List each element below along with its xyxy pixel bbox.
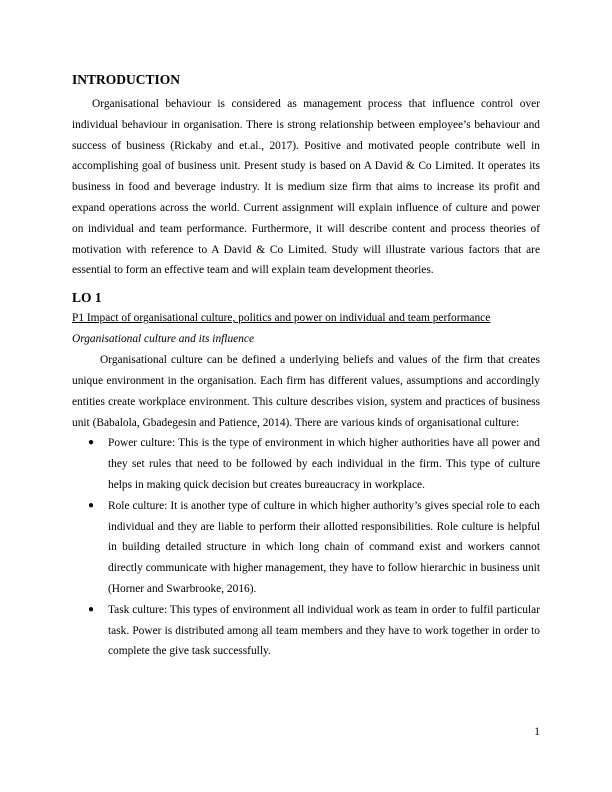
bullet-icon: ● xyxy=(88,603,95,615)
list-item-text: Task culture: This types of environment all individual work as team in order to fulfil particular task. Power is distributed among all team members and they have to work together in order to complete the give task successfully. xyxy=(108,603,540,658)
bullet-icon: ● xyxy=(88,437,95,449)
list-item xyxy=(88,600,540,662)
bullet-icon: ● xyxy=(88,499,95,511)
lo1-heading: LO 1 xyxy=(72,290,102,306)
list-item xyxy=(88,433,540,495)
list-item xyxy=(88,496,540,600)
document-page xyxy=(72,70,540,662)
page-number: 1 xyxy=(534,726,540,738)
list-item-text: Role culture: It is another type of culture in which higher authority’s gives special role to each individual and they are liable to perform their allotted responsibilities. Role culture is helpful in building detailed structure in which long chain of command exist and workers cannot directly communicate with higher management, they have to follow hierarchic in business unit (Horner and Swarbrooke, 2016). xyxy=(108,499,540,595)
culture-subheading: Organisational culture and its influence xyxy=(72,333,255,346)
p1-title: P1 Impact of organisational culture, politics and power on individual and team performance xyxy=(72,312,491,325)
culture-types-list xyxy=(72,433,540,662)
culture-paragraph: Organisational culture can be defined a underlying beliefs and values of the firm that creates unique environment in the organisation. Each firm has different values, assumptions and accordingly entities create workplace environment. This culture describes vision, system and practices of business unit (Babalola, Gbadegesin and Patience, 2014). There are various kinds of organisational culture: xyxy=(72,354,540,429)
introduction-paragraph: Organisational behaviour is considered as management process that influence control over individual behaviour in organisation. There is strong relationship between employee’s behaviour and success of business (Rickaby and et.al., 2017). Positive and motivated people contribute well in accomplishing goal of business unit. Present study is based on A David & Co Limited. It operates its business in food and beverage industry. It is medium size firm that aims to increase its profit and expand operations across the world. Current assignment will explain influence of culture and power on individual and team performance. Furthermore, it will describe content and process theories of motivation with reference to A David & Co Limited. Study will illustrate various factors that are essential to form an effective team and will explain team development theories. xyxy=(72,98,540,277)
list-item-text: Power culture: This is the type of environment in which higher authorities have all power and they set rules that need to be followed by each individual in the firm. This type of culture helps in making quick decision but creates bureaucracy in workplace. xyxy=(108,437,540,491)
introduction-heading: INTRODUCTION xyxy=(72,72,181,87)
